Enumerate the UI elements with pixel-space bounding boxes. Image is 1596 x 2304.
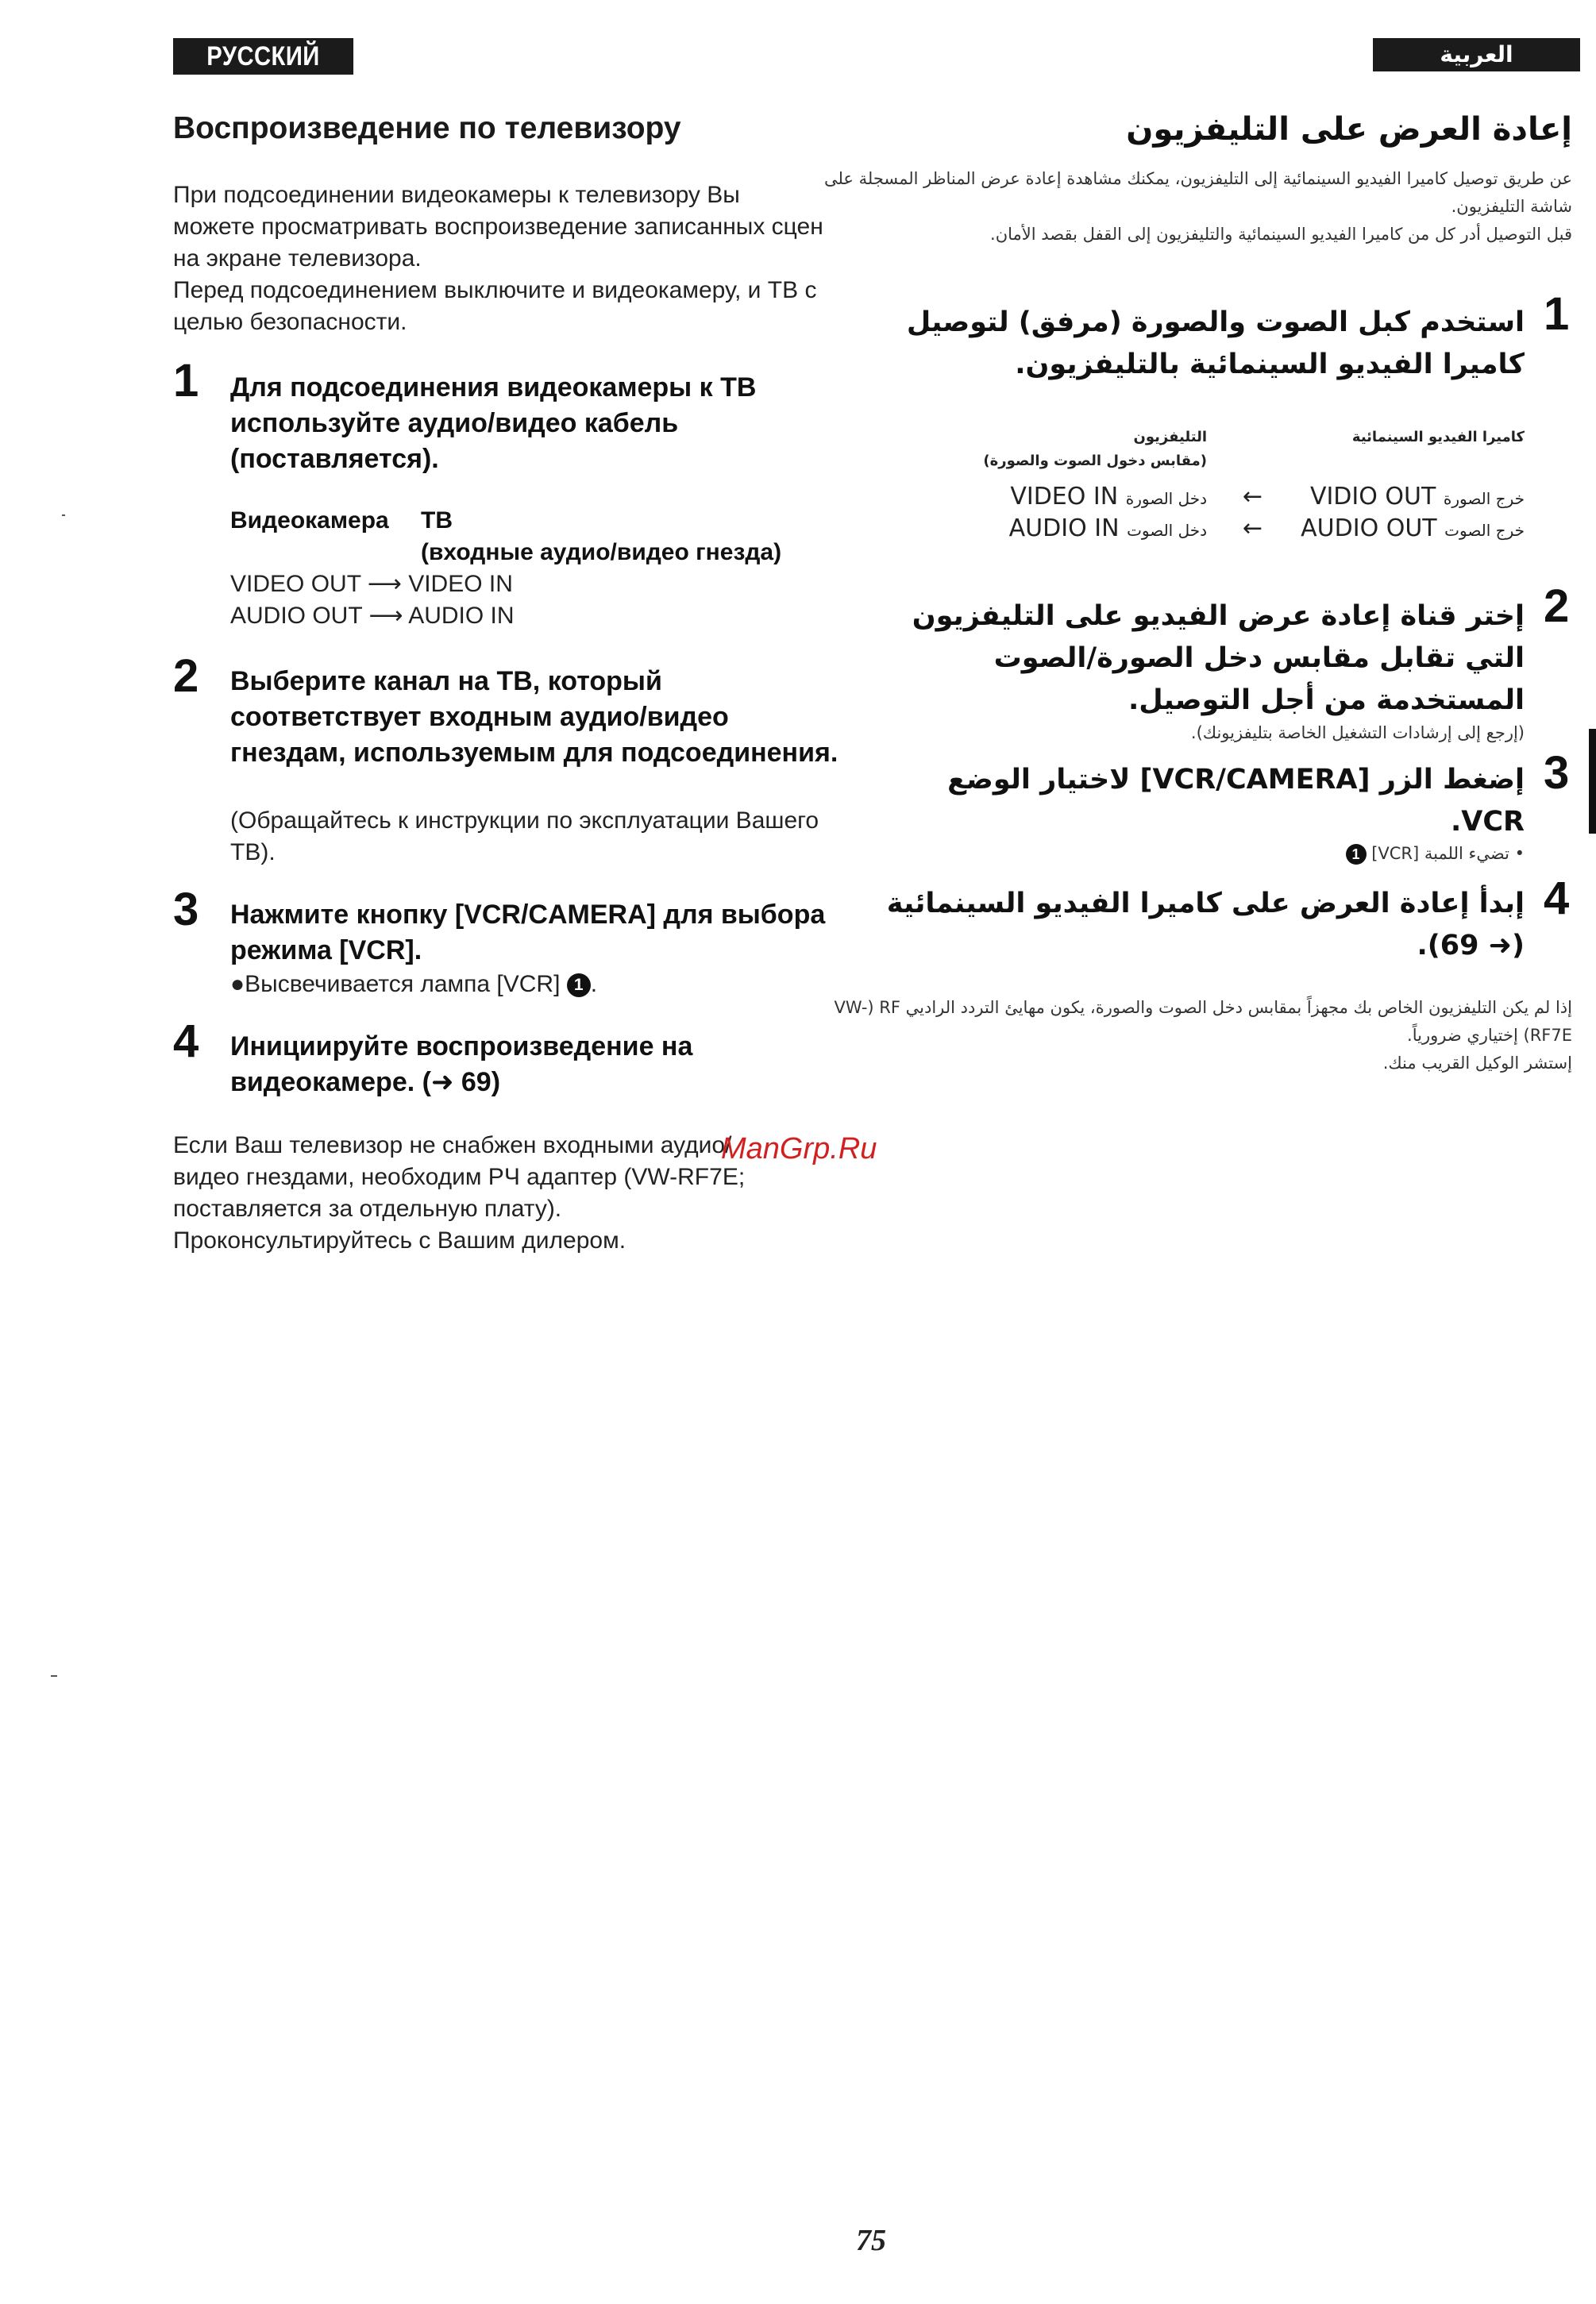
ru-intro-paragraph: При подсоединении видеокамеры к телевизору Вы можете просматривать воспроизведение записанных сцен на экране телевизора. — [173, 182, 823, 272]
arrow-icon: ⟶ — [367, 571, 402, 597]
ar-intro-paragraph: قبل التوصيل أدر كل من كاميرا الفيديو السينمائية والتليفزيون إلى القفل بقصد الأمان. — [990, 225, 1572, 244]
ru-connection-table — [230, 505, 865, 632]
ar-tv-label: دخل الصوت — [1127, 521, 1207, 540]
ar-lamp-note: • تضيء اللمبة [VCR] — [1371, 844, 1525, 863]
ar-page-title: إعادة العرض على التليفزيون — [1126, 111, 1572, 148]
ar-camera-port: AUDIO OUT — [1301, 514, 1437, 542]
ar-intro — [810, 165, 1572, 249]
ru-step-title: Инициируйте воспроизведение на видеокамере. (➜ 69) — [230, 1031, 693, 1097]
ru-col-camera: Видеокамера — [230, 507, 389, 534]
chapter-edge-marker — [1589, 729, 1596, 834]
ru-tv-port: VIDEO IN — [408, 571, 513, 597]
table-row — [921, 514, 1525, 546]
table-row — [230, 568, 865, 600]
ru-step-title: Выберите канал на ТВ, который соответствует входным аудио/видео гнездам, используемым для подсоединения. — [230, 666, 838, 768]
ru-lamp-note: ●Высвечивается лампа [VCR] — [230, 971, 561, 997]
ar-col-camera: كاميرا الفيديو السينمائية — [1351, 429, 1525, 445]
language-tab-arabic: العربية — [1373, 38, 1580, 71]
ru-col-tv-sub: (входные аудио/видео гнезда) — [421, 539, 782, 565]
ar-step-title: استخدم كبل الصوت والصورة (مرفق) لتوصيل كاميرا الفيديو السينمائية بالتليفزيون. — [906, 306, 1525, 380]
ru-step-note: (Обращайтесь к инструкции по эксплуатации Вашего ТВ). — [230, 807, 819, 865]
ru-intro — [173, 179, 824, 338]
scan-speck — [51, 1675, 57, 1677]
ru-page-title: Воспроизведение по телевизору — [173, 111, 681, 145]
ar-step-title: إضغط الزر [VCR/CAMERA] لاختيار الوضع VCR. — [947, 764, 1525, 838]
callout-marker-icon: 1 — [1346, 844, 1367, 865]
watermark: ManGrp.Ru — [721, 1132, 877, 1165]
ru-footer-line: видео гнездами, необходим РЧ адаптер (VW-RF7E; — [173, 1164, 746, 1190]
ar-camera-label: خرج الصورة — [1443, 489, 1525, 508]
ru-step-number: 1 — [173, 355, 199, 406]
ar-step-number: 3 — [1544, 747, 1570, 799]
ar-tv-label: دخل الصورة — [1125, 489, 1207, 508]
ar-step-number: 1 — [1544, 288, 1570, 340]
ar-tv-port: AUDIO IN — [1008, 514, 1120, 542]
ar-step-note: (إرجع إلى إرشادات التشغيل الخاصة بتليفزيونك). — [1190, 723, 1525, 742]
ar-step-title: إبدأ إعادة العرض على كاميرا الفيديو السينمائية (➜ 69). — [886, 888, 1525, 961]
ru-camera-port: VIDEO OUT — [230, 571, 361, 597]
ar-step-number: 4 — [1544, 873, 1570, 924]
arrow-icon: ← — [1242, 483, 1263, 511]
ar-tv-port: VIDEO IN — [1010, 483, 1119, 511]
ru-footer-line: Проконсультируйтесь с Вашим дилером. — [173, 1227, 626, 1254]
ar-step-note — [873, 840, 1525, 867]
ru-intro-paragraph: Перед подсоединением выключите и видеокамеру, и ТВ с целью безопасности. — [173, 277, 817, 335]
ar-camera-label: خرج الصوت — [1444, 521, 1525, 540]
ar-footer-note — [810, 994, 1572, 1077]
table-row — [230, 600, 865, 632]
arrow-icon: ⟶ — [368, 603, 403, 629]
ar-intro-paragraph: عن طريق توصيل كاميرا الفيديو السينمائية إلى التليفزيون، يمكنك مشاهدة إعادة عرض المناظر المسجلة على شاشة التليفزيون. — [823, 169, 1572, 216]
ru-step-number: 3 — [173, 884, 199, 935]
ru-step-note: ●Высвечивается лампа [VCR] 1 . — [230, 971, 598, 997]
ru-footer-line: Если Ваш телевизор не снабжен входными аудио/ — [173, 1132, 732, 1158]
ru-step-title: Нажмите кнопку [VCR/CAMERA] для выбора режима [VCR]. — [230, 900, 826, 965]
ru-tv-port: AUDIO IN — [408, 603, 515, 629]
callout-marker-icon: 1 — [567, 973, 591, 997]
ru-step-number: 4 — [173, 1015, 199, 1067]
language-tab-russian: РУССКИЙ ЯЗЫК — [173, 38, 353, 75]
ar-footer-line: إذا لم يكن التليفزيون الخاص بك مجهزاً بمقابس دخل الصوت والصورة، يكون مهايئ التردد الراديي RF ‏(VW-RF7E) إختياري ضرورياً. — [834, 998, 1572, 1045]
ar-col-tv-sub: (مقابس دخول الصوت والصورة) — [983, 453, 1207, 469]
page-number: 75 — [856, 2224, 886, 2257]
ar-connection-table — [921, 429, 1525, 546]
ar-footer-line: إستشر الوكيل القريب منك. — [1382, 1054, 1572, 1073]
ru-camera-port: AUDIO OUT — [230, 603, 363, 629]
scan-speck — [62, 514, 65, 516]
ru-col-tv: ТВ — [421, 507, 453, 534]
ar-camera-port: VIDIO OUT — [1309, 483, 1436, 511]
ar-step-number: 2 — [1544, 580, 1570, 632]
ar-col-tv: التليفزيون — [1133, 429, 1207, 445]
ar-step-title: إختر قناة إعادة عرض الفيديو على التليفزيون التي تقابل مقابس دخل الصورة/الصوت المستخدمة من أجل التوصيل. — [912, 600, 1525, 716]
arrow-icon: ← — [1242, 514, 1263, 542]
table-row — [921, 483, 1525, 514]
ru-footer-line: поставляется за отдельную плату). — [173, 1196, 562, 1222]
ru-step-title: Для подсоединения видеокамеры к ТВ используйте аудио/видео кабель (поставляется). — [230, 372, 757, 474]
ru-step-number: 2 — [173, 650, 199, 702]
